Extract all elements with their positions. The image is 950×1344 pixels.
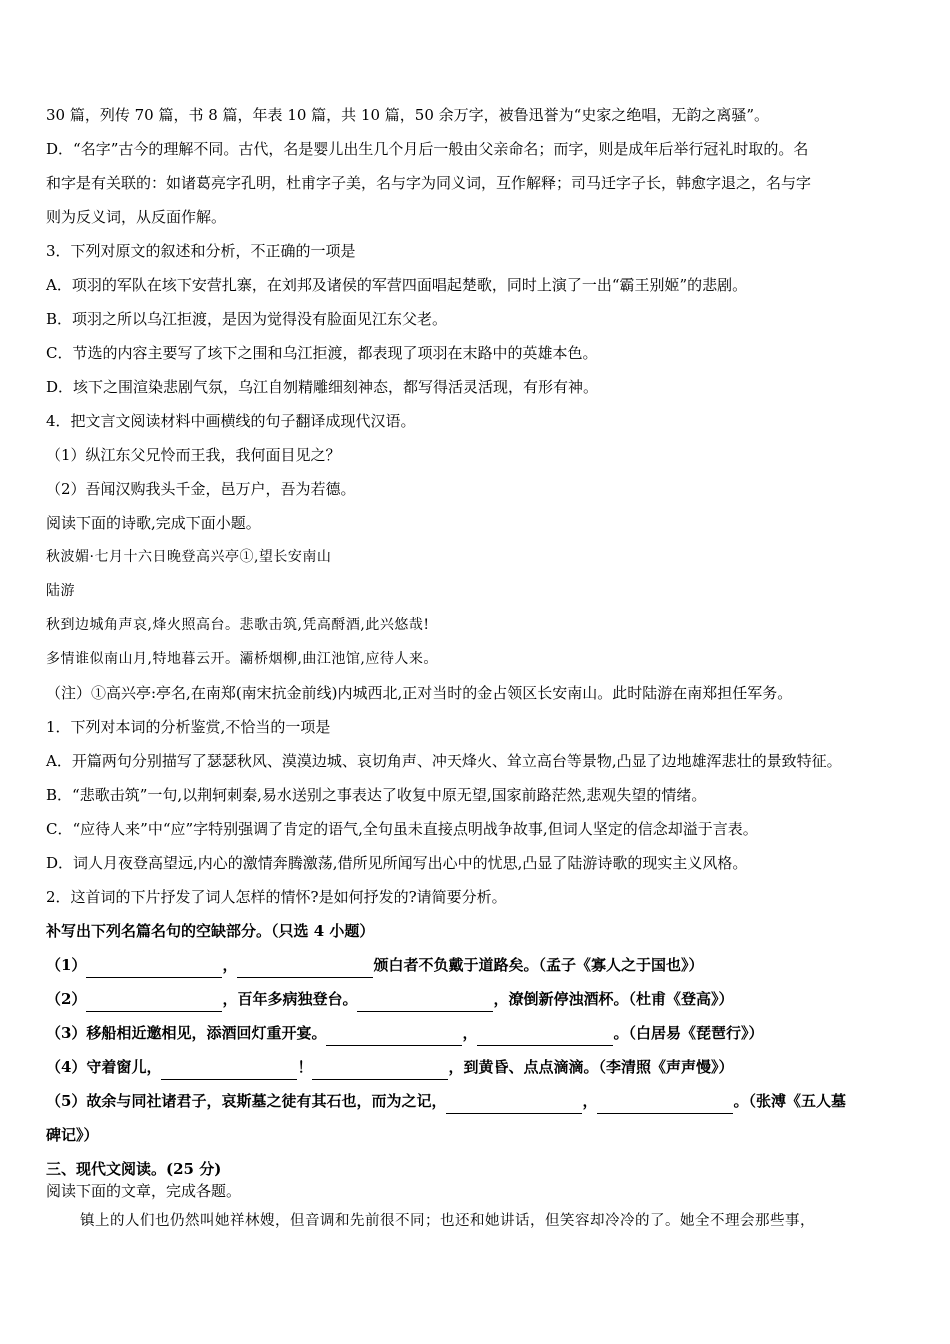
text-line: D．“名字”古今的理解不同。古代，名是婴儿出生几个月后一般由父亲命名；而字，则是成年后举行冠礼时取的。名: [46, 140, 809, 158]
fill-blank[interactable]: [86, 976, 222, 978]
fill-text: （5）故余与同社诸君子，哀斯墓之徒有其石也，而为之记，: [46, 1092, 447, 1110]
fill-text: ，: [582, 1092, 598, 1110]
fill-text: ，潦倒新停浊酒杯。（杜甫《登高》）: [493, 990, 734, 1008]
fill-text: ！: [297, 1058, 313, 1076]
poem-line: 秋到边城角声哀,烽火照高台。悲歌击筑,凭高酹酒,此兴悠哉!: [46, 617, 430, 633]
fill-text: （3）移船相近邀相见，添酒回灯重开宴。: [46, 1024, 327, 1042]
option-d: D．词人月夜登高望远,内心的激情奔腾激荡,借所见所闻写出心中的忧思,凸显了陆游诗歌的现实主义风格。: [46, 854, 748, 872]
option-d: D．垓下之围渲染悲剧气氛，乌江自刎精雕细刻神态，都写得活灵活现，有形有神。: [46, 378, 599, 396]
fill-blank[interactable]: [86, 1010, 222, 1012]
fill-label: （2）: [46, 990, 87, 1008]
text-line: 则为反义词，从反面作解。: [46, 208, 227, 226]
option-c: C．节选的内容主要写了垓下之围和乌江拒渡，都表现了项羽在末路中的英雄本色。: [46, 344, 598, 362]
fill-blank[interactable]: [446, 1112, 582, 1114]
fill-blank[interactable]: [312, 1078, 448, 1080]
question-3: 3．下列对原文的叙述和分析，不正确的一项是: [46, 242, 356, 260]
text-line: 和字是有关联的：如诸葛亮字孔明，杜甫字子美，名与字为同义词，互作解释；司马迁字子长，韩愈字退之，名与字: [46, 174, 812, 192]
poem-question-2: 2．这首词的下片抒发了词人怎样的情怀?是如何抒发的?请简要分析。: [46, 888, 507, 906]
sub-question-2: （2）吾闻汉购我头千金，邑万户，吾为若德。: [46, 480, 356, 498]
question-4: 4．把文言文阅读材料中画横线的句子翻译成现代汉语。: [46, 412, 416, 430]
poem-title: 秋波媚·七月十六日晚登高兴亭①,望长安南山: [46, 549, 332, 565]
fill-text: ，百年多病独登台。: [222, 990, 358, 1008]
option-b: B．项羽之所以乌江拒渡，是因为觉得没有脸面见江东父老。: [46, 310, 448, 328]
fill-section-title: 补写出下列名篇名句的空缺部分。（只选 4 小题）: [46, 922, 375, 940]
fill-text: 。（张溥《五人墓: [733, 1092, 846, 1110]
fill-label: （1）: [46, 956, 87, 974]
poem-note: （注）①高兴亭:亭名,在南郑(南宋抗金前线)内城西北,正对当时的金占领区长安南山。此时陆游在南郑担任军务。: [46, 684, 793, 702]
poem-instruction: 阅读下面的诗歌,完成下面小题。: [46, 514, 261, 532]
fill-blank[interactable]: [237, 976, 373, 978]
fill-question-2: [46, 982, 908, 1016]
fill-blank[interactable]: [326, 1044, 462, 1046]
fill-text: 。（白居易《琵琶行》）: [613, 1024, 764, 1042]
fill-blank[interactable]: [161, 1078, 297, 1080]
section-3-title: 三、现代文阅读。(25 分): [46, 1160, 222, 1178]
fill-blank[interactable]: [597, 1112, 733, 1114]
section-3-paragraph: 镇上的人们也仍然叫她祥林嫂，但音调和先前很不同；也还和她讲话，但笑容却冷冷的了。她全不理会那些事，: [80, 1213, 815, 1229]
fill-question-4: [46, 1050, 908, 1084]
fill-question-1: [46, 948, 908, 982]
option-b: B．“悲歌击筑”一句,以荆轲刺秦,易水送别之事表达了收复中原无望,国家前路茫然,悲观失望的情绪。: [46, 786, 707, 804]
option-a: A．开篇两句分别描写了瑟瑟秋风、漠漠边城、哀切角声、冲天烽火、耸立高台等景物,凸显了边地雄浑悲壮的景致特征。: [46, 752, 842, 770]
fill-text: ，: [462, 1024, 478, 1042]
sub-question-1: （1）纵江东父兄怜而王我，我何面目见之？: [46, 446, 341, 464]
fill-text: ，: [222, 956, 238, 974]
section-3-intro: 阅读下面的文章，完成各题。: [46, 1182, 242, 1200]
fill-text: ，到黄昏、点点滴滴。（李清照《声声慢》）: [448, 1058, 734, 1076]
fill-blank[interactable]: [357, 1010, 493, 1012]
poem-line: 多情谁似南山月,特地暮云开。灞桥烟柳,曲江池馆,应待人来。: [46, 651, 438, 667]
poem-question-1: 1．下列对本词的分析鉴赏,不恰当的一项是: [46, 718, 331, 736]
fill-text: 颁白者不负戴于道路矣。（孟子《寡人之于国也》）: [373, 956, 704, 974]
fill-text: （4）守着窗儿，: [46, 1058, 162, 1076]
fill-blank[interactable]: [477, 1044, 613, 1046]
option-c: C．“应待人来”中“应”字特别强调了肯定的语气,全句虽未直接点明战争故事,但词人坚定的信念却溢于言表。: [46, 820, 758, 838]
fill-question-5-continued: 碑记》）: [46, 1126, 99, 1144]
document-page: [46, 98, 908, 1238]
text-line: 30 篇，列传 70 篇，书 8 篇，年表 10 篇，共 10 篇，50 余万字，被鲁迅誉为“史家之绝唱，无韵之离骚”。: [46, 106, 769, 124]
fill-question-3: [46, 1016, 908, 1050]
poem-author: 陆游: [46, 583, 75, 599]
option-a: A．项羽的军队在垓下安营扎寨，在刘邦及诸侯的军营四面唱起楚歌，同时上演了一出“霸王别姬”的悲剧。: [46, 276, 748, 294]
fill-question-5: [46, 1084, 908, 1118]
